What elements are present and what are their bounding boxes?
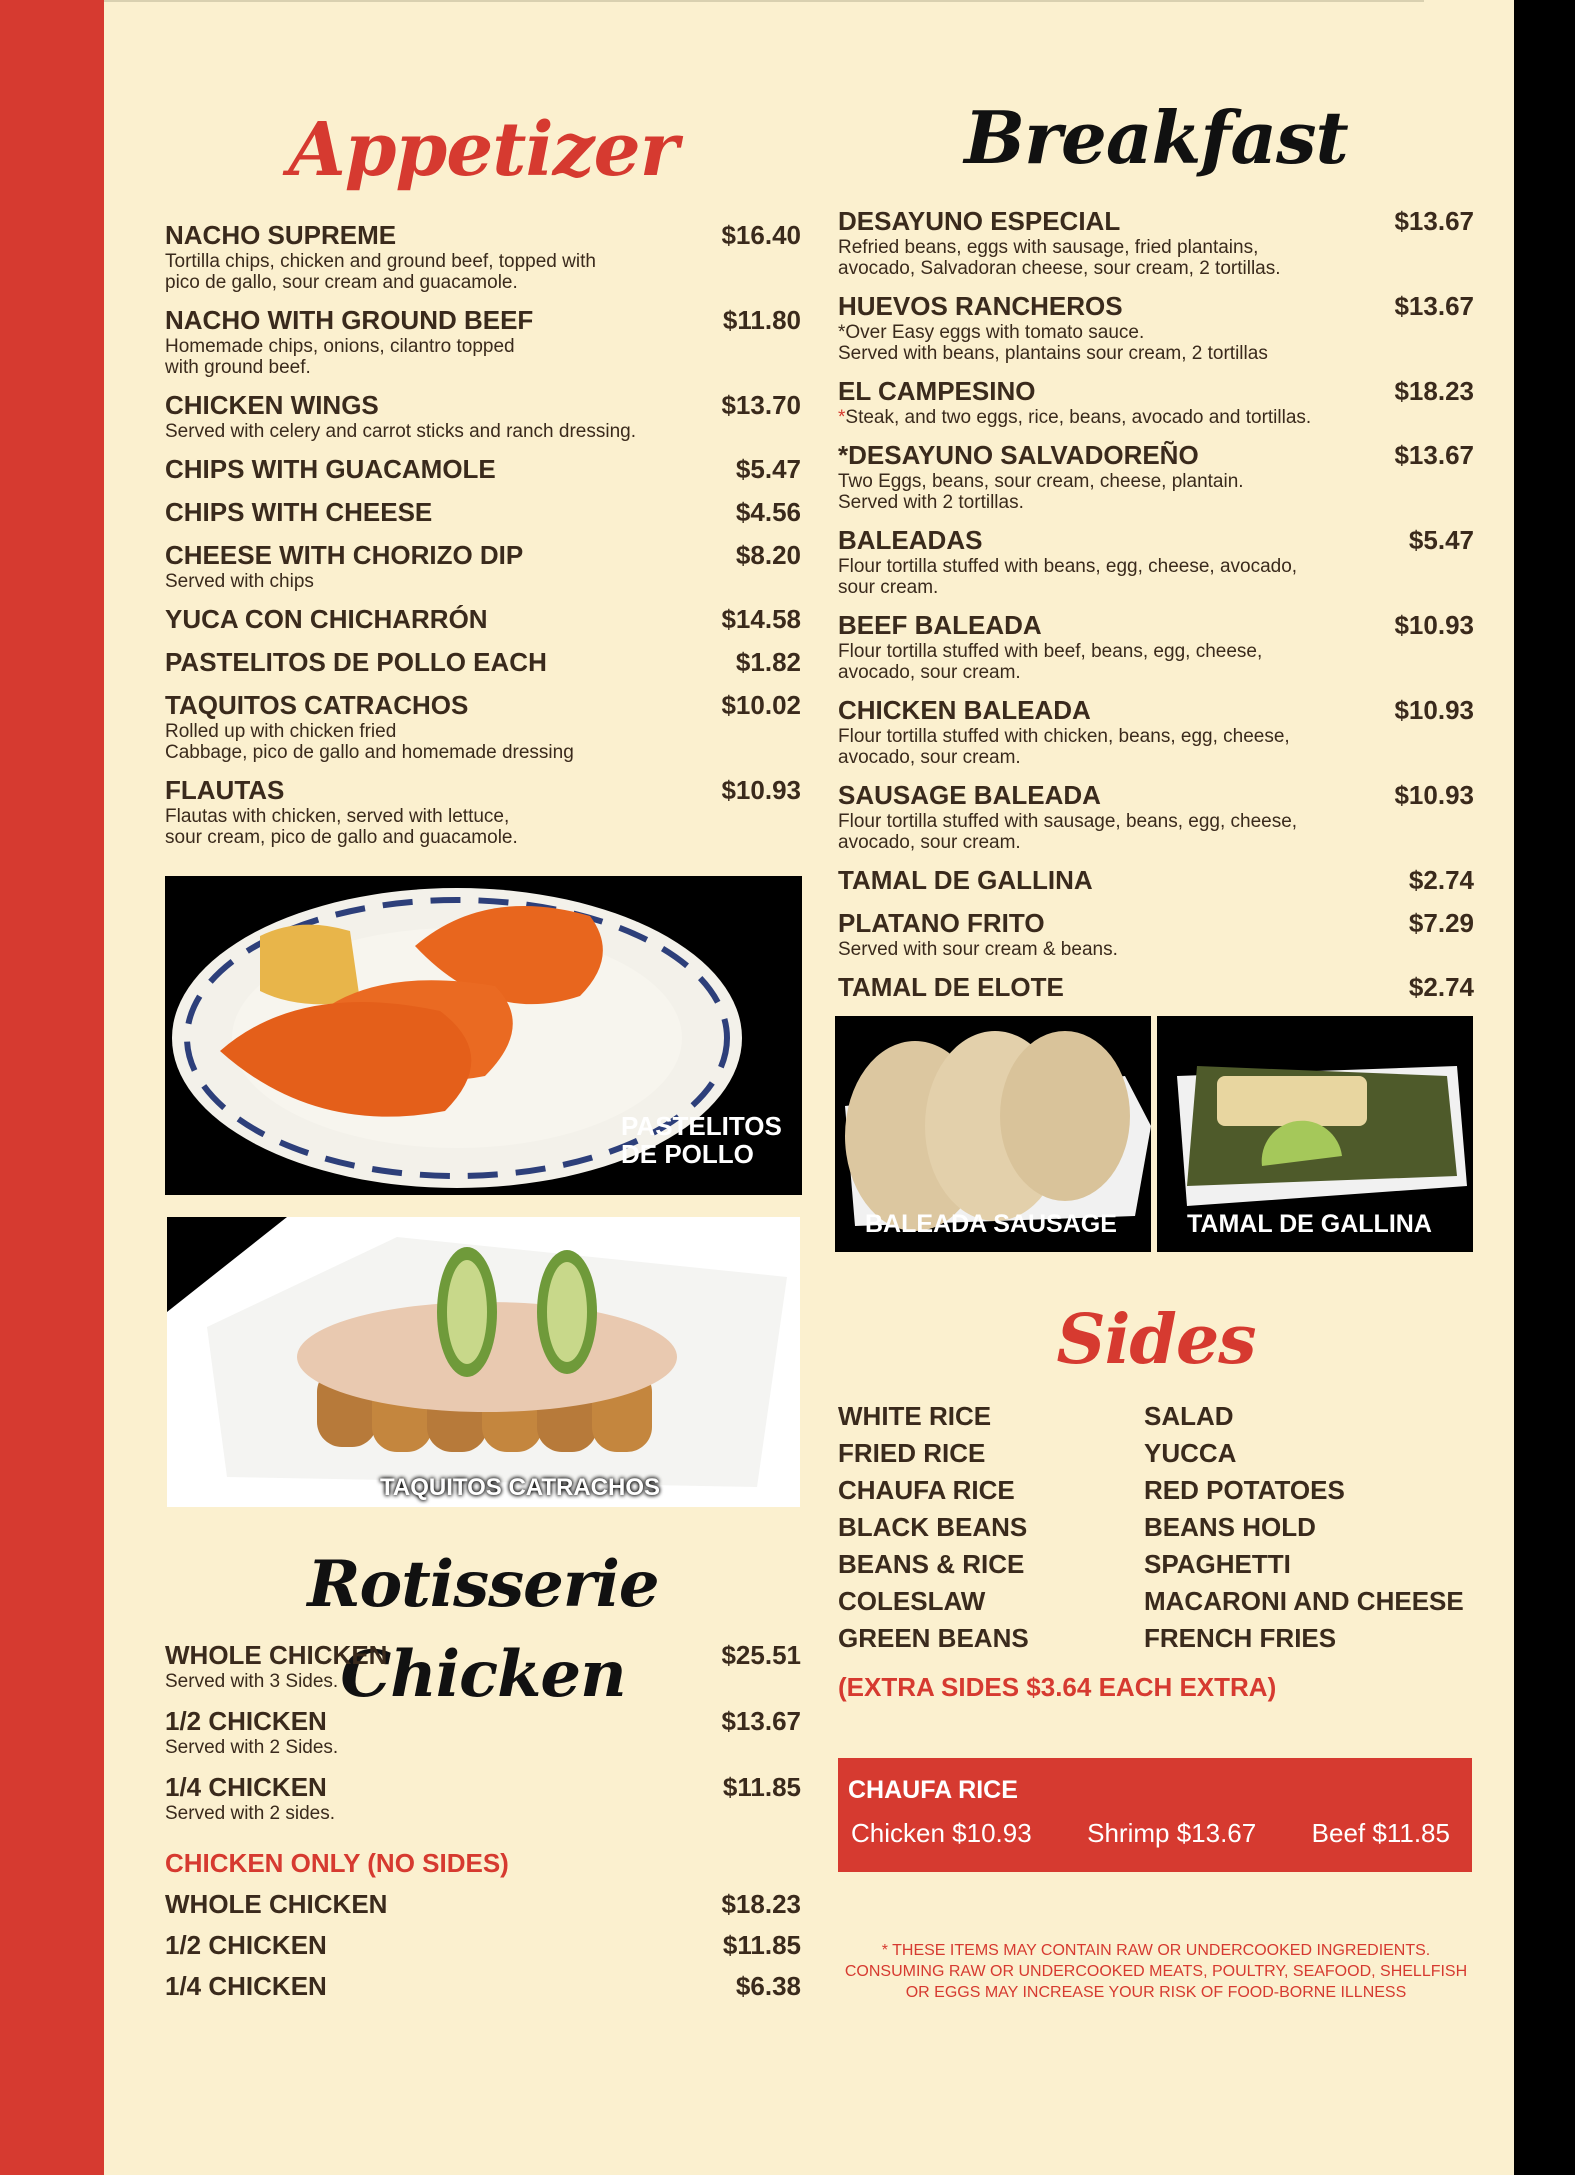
menu-item-description xyxy=(165,806,801,848)
menu-item xyxy=(838,291,1474,364)
menu-item-description-text: Flour tortilla stuffed with chicken, beans, egg, cheese, avocado, sour cream. xyxy=(838,726,1290,768)
menu-item-name: FLAUTAS xyxy=(165,775,285,805)
rotisserie-section xyxy=(165,1540,801,2012)
menu-item-name: BEEF BALEADA xyxy=(838,610,1042,640)
menu-item-description-text: Refried beans, eggs with sausage, fried plantains, avocado, Salvadoran cheese, sour cream, 2 tortillas. xyxy=(838,237,1281,279)
menu-item-description xyxy=(838,556,1474,598)
menu-item-price: $13.70 xyxy=(721,390,801,420)
sides-title: Sides xyxy=(1056,1300,1256,1380)
menu-item-row xyxy=(838,376,1474,407)
menu-item-name: *DESAYUNO SALVADOREÑO xyxy=(838,440,1199,470)
menu-item-name: HUEVOS RANCHEROS xyxy=(838,291,1123,321)
menu-item-price: $10.93 xyxy=(1394,780,1474,810)
menu-item-description xyxy=(838,407,1474,428)
menu-item-price: $16.40 xyxy=(721,220,801,250)
breakfast-list xyxy=(838,206,1474,1003)
menu-item xyxy=(838,206,1474,279)
menu-item-row xyxy=(165,1640,801,1671)
side-item: RED POTATOES xyxy=(1144,1475,1345,1505)
menu-item xyxy=(165,540,801,592)
menu-item-name: 1/2 CHICKEN xyxy=(165,1706,327,1736)
menu-item-row xyxy=(165,647,801,678)
menu-item xyxy=(838,780,1474,853)
sides-grid xyxy=(838,1401,1474,1654)
pastelitos-photo xyxy=(165,876,802,1195)
side-item: WHITE RICE xyxy=(838,1401,992,1431)
menu-item-name: CHIPS WITH CHEESE xyxy=(165,497,433,527)
menu-item-description-text: Flautas with chicken, served with lettuce, sour cream, pico de gallo and guacamole. xyxy=(165,806,518,848)
side-item: BLACK BEANS xyxy=(838,1512,1028,1542)
menu-item xyxy=(165,1930,801,1961)
menu-item-row xyxy=(165,1706,801,1737)
side-item: SALAD xyxy=(1144,1401,1234,1431)
menu-item-row xyxy=(165,604,801,635)
menu-item-description-text: *Over Easy eggs with tomato sauce. Served with beans, plantains sour cream, 2 tortillas xyxy=(838,322,1268,364)
menu-item-row xyxy=(838,780,1474,811)
menu-item-name: TAMAL DE GALLINA xyxy=(838,865,1093,895)
menu-item xyxy=(165,775,801,848)
menu-item xyxy=(838,972,1474,1003)
extra-sides-note: (EXTRA SIDES $3.64 EACH EXTRA) xyxy=(838,1672,1277,1702)
menu-item-price: $13.67 xyxy=(721,1706,801,1736)
menu-item-price: $18.23 xyxy=(1394,376,1474,406)
taquitos-illustration xyxy=(167,1217,800,1507)
side-item: BEANS HOLD xyxy=(1144,1512,1316,1542)
menu-item-description-text: Flour tortilla stuffed with beef, beans, egg, cheese, avocado, sour cream. xyxy=(838,641,1263,683)
menu-item xyxy=(838,908,1474,960)
menu-item xyxy=(165,604,801,635)
sides-section xyxy=(838,1285,1474,1703)
taquitos-label: TAQUITOS CATRACHOS xyxy=(380,1474,660,1501)
chicken-only-list xyxy=(165,1889,801,2002)
menu-item-row xyxy=(838,972,1474,1003)
menu-item-price: $10.93 xyxy=(721,775,801,805)
menu-item-price: $8.20 xyxy=(735,540,801,570)
baleada-photo xyxy=(835,1016,1151,1252)
menu-item-description xyxy=(165,251,801,293)
menu-item xyxy=(165,497,801,528)
menu-item xyxy=(165,1889,801,1920)
menu-item-name: CHICKEN BALEADA xyxy=(838,695,1091,725)
menu-item-name: TAQUITOS CATRACHOS xyxy=(165,690,469,720)
menu-item-price: $5.47 xyxy=(735,454,801,484)
chaufa-chicken: Chicken $10.93 xyxy=(851,1818,1032,1848)
menu-item xyxy=(165,1772,801,1824)
side-item: MACARONI AND CHEESE xyxy=(1144,1586,1464,1616)
menu-item-name: PLATANO FRITO xyxy=(838,908,1045,938)
menu-item-price: $7.29 xyxy=(1408,908,1474,938)
menu-item xyxy=(165,454,801,485)
menu-item-price: $5.47 xyxy=(1408,525,1474,555)
menu-item-name: TAMAL DE ELOTE xyxy=(838,972,1064,1002)
menu-item-description-text: Rolled up with chicken fried Cabbage, pico de gallo and homemade dressing xyxy=(165,721,574,763)
menu-item-row xyxy=(165,497,801,528)
menu-item-description xyxy=(165,1803,801,1824)
side-item: CHAUFA RICE xyxy=(838,1475,1015,1505)
menu-item-description-text: Served with 2 Sides. xyxy=(165,1737,339,1758)
menu-item-description-text: Two Eggs, beans, sour cream, cheese, plantain. Served with 2 tortillas. xyxy=(838,471,1244,513)
chaufa-title: CHAUFA RICE xyxy=(848,1776,1018,1804)
side-item: SPAGHETTI xyxy=(1144,1549,1291,1579)
menu-item xyxy=(165,390,801,442)
menu-item-price: $10.02 xyxy=(721,690,801,720)
menu-item-description-text: Served with 2 sides. xyxy=(165,1803,336,1824)
menu-item-price: $2.74 xyxy=(1408,972,1474,1002)
taquitos-photo xyxy=(167,1217,800,1507)
menu-item-description xyxy=(838,939,1474,960)
menu-item-price: $10.93 xyxy=(1394,610,1474,640)
menu-item-name: DESAYUNO ESPECIAL xyxy=(838,206,1121,236)
menu-item-row xyxy=(165,220,801,251)
menu-item-row xyxy=(838,525,1474,556)
chaufa-rice-box xyxy=(838,1758,1472,1872)
chicken-only-heading: CHICKEN ONLY (NO SIDES) xyxy=(165,1848,509,1878)
menu-item-name: CHEESE WITH CHORIZO DIP xyxy=(165,540,524,570)
menu-item-row xyxy=(165,1930,801,1961)
menu-item-description xyxy=(165,336,801,378)
appetizer-list xyxy=(165,220,801,848)
menu-item-name: EL CAMPESINO xyxy=(838,376,1036,406)
appetizer-title: Appetizer xyxy=(288,107,678,193)
side-item: FRENCH FRIES xyxy=(1144,1623,1337,1653)
side-item: BEANS & RICE xyxy=(838,1549,1025,1579)
menu-item-row xyxy=(165,775,801,806)
menu-item-row xyxy=(838,865,1474,896)
menu-item-description-text: Flour tortilla stuffed with beans, egg, cheese, avocado, sour cream. xyxy=(838,556,1298,598)
menu-item-row xyxy=(838,610,1474,641)
menu-item xyxy=(165,647,801,678)
menu-item xyxy=(165,220,801,293)
menu-item-name: YUCA CON CHICHARRÓN xyxy=(165,604,488,634)
menu-item-row xyxy=(165,1772,801,1803)
menu-item-name: 1/4 CHICKEN xyxy=(165,1772,327,1802)
top-border xyxy=(104,0,1424,2)
menu-item-description-text: Served with 3 Sides. xyxy=(165,1671,339,1692)
menu-item-name: NACHO SUPREME xyxy=(165,220,397,250)
menu-item-description-text: Served with chips xyxy=(165,571,314,592)
menu-item-row xyxy=(838,291,1474,322)
rotisserie-title: Rotisserie Chicken xyxy=(307,1547,659,1712)
menu-item-description-text: Tortilla chips, chicken and ground beef, topped with pico de gallo, sour cream and guacamole. xyxy=(165,251,596,293)
menu-item-row xyxy=(165,305,801,336)
menu-item xyxy=(838,695,1474,768)
menu-item-row xyxy=(165,454,801,485)
menu-item xyxy=(165,1971,801,2002)
menu-item xyxy=(838,376,1474,428)
menu-item-price: $4.56 xyxy=(735,497,801,527)
menu-item-description xyxy=(838,237,1474,279)
menu-item-row xyxy=(838,440,1474,471)
menu-item-description-text: Served with celery and carrot sticks and ranch dressing. xyxy=(165,421,636,442)
menu-item-name: WHOLE CHICKEN xyxy=(165,1889,388,1919)
menu-item xyxy=(838,865,1474,896)
menu-item-description xyxy=(838,726,1474,768)
menu-item xyxy=(165,305,801,378)
menu-item xyxy=(165,1706,801,1758)
right-black-stripe xyxy=(1514,0,1575,2175)
menu-item xyxy=(838,525,1474,598)
menu-item-description-text: Homemade chips, onions, cilantro topped with ground beef. xyxy=(165,336,515,378)
menu-item-description xyxy=(165,721,801,763)
menu-item-price: $6.38 xyxy=(735,1971,801,2001)
menu-item-price: $13.67 xyxy=(1394,206,1474,236)
menu-item-row xyxy=(165,390,801,421)
menu-item-price: $14.58 xyxy=(721,604,801,634)
menu-item-description xyxy=(165,421,801,442)
disclaimer-note: * THESE ITEMS MAY CONTAIN RAW OR UNDERCOOKED INGREDIENTS. CONSUMING RAW OR UNDERCOOKED MEATS, POULTRY, SEAFOOD, SHELLFISH OR EGGS MAY INCREASE YOUR RISK OF FOOD-BORNE ILLNESS xyxy=(844,1942,1468,2001)
menu-item-price: $10.93 xyxy=(1394,695,1474,725)
menu-item-name: SAUSAGE BALEADA xyxy=(838,780,1101,810)
menu-item-row xyxy=(165,1889,801,1920)
chaufa-beef: Beef $11.85 xyxy=(1311,1818,1450,1848)
menu-item-price: $18.23 xyxy=(721,1889,801,1919)
menu-item-price: $25.51 xyxy=(721,1640,801,1670)
side-item: COLESLAW xyxy=(838,1586,986,1616)
menu-item-price: $11.85 xyxy=(722,1930,801,1960)
menu-item-description xyxy=(165,571,801,592)
menu-item-description-text: Steak, and two eggs, rice, beans, avocado and tortillas. xyxy=(845,407,1312,428)
side-item: YUCCA xyxy=(1144,1438,1237,1468)
menu-item-price: $13.67 xyxy=(1394,440,1474,470)
left-red-stripe xyxy=(0,0,104,2175)
chaufa-shrimp: Shrimp $13.67 xyxy=(1087,1818,1257,1848)
appetizer-section xyxy=(165,100,801,860)
menu-item-name: PASTELITOS DE POLLO EACH xyxy=(165,647,547,677)
breakfast-section xyxy=(838,88,1474,1015)
menu-item xyxy=(838,610,1474,683)
menu-item-description xyxy=(838,322,1474,364)
side-item: FRIED RICE xyxy=(838,1438,986,1468)
pastelitos-label: PASTELITOS DE POLLO xyxy=(621,1111,782,1169)
menu-item-price: $11.80 xyxy=(722,305,801,335)
tamal-label: TAMAL DE GALLINA xyxy=(1187,1210,1432,1238)
breakfast-title: Breakfast xyxy=(964,95,1348,180)
menu-item xyxy=(165,1640,801,1692)
menu-item-name: WHOLE CHICKEN xyxy=(165,1640,388,1670)
menu-item-name: CHICKEN WINGS xyxy=(165,390,379,420)
menu-item-description xyxy=(838,811,1474,853)
menu-item-description-text: Flour tortilla stuffed with sausage, beans, egg, cheese, avocado, sour cream. xyxy=(838,811,1298,853)
menu-item-row xyxy=(165,540,801,571)
menu-item-name: NACHO WITH GROUND BEEF xyxy=(165,305,534,335)
baleada-label: BALEADA SAUSAGE xyxy=(865,1210,1117,1238)
menu-item-description xyxy=(838,471,1474,513)
menu-item-row xyxy=(838,908,1474,939)
chaufa-prices xyxy=(851,1818,1450,1849)
menu-item-description xyxy=(165,1671,801,1692)
menu-item-row xyxy=(838,695,1474,726)
menu-item-description xyxy=(838,641,1474,683)
menu-item-description xyxy=(165,1737,801,1758)
menu-item-row xyxy=(838,206,1474,237)
menu-item-name: 1/2 CHICKEN xyxy=(165,1930,327,1960)
menu-item-description-text: Served with sour cream & beans. xyxy=(838,939,1118,960)
menu-item-name: CHIPS WITH GUACAMOLE xyxy=(165,454,496,484)
menu-item-price: $11.85 xyxy=(722,1772,801,1802)
menu-item-price: $13.67 xyxy=(1394,291,1474,321)
menu-item-row xyxy=(165,1971,801,2002)
menu-item-price: $2.74 xyxy=(1408,865,1474,895)
menu-item-row xyxy=(165,690,801,721)
menu-item-price: $1.82 xyxy=(735,647,801,677)
menu-item-name: BALEADAS xyxy=(838,525,983,555)
rotisserie-list xyxy=(165,1640,801,1824)
menu-item-asterisk: * xyxy=(838,407,846,428)
menu-item-name: 1/4 CHICKEN xyxy=(165,1971,327,2001)
tamal-photo xyxy=(1157,1016,1473,1252)
menu-item xyxy=(165,690,801,763)
menu-item xyxy=(838,440,1474,513)
side-item: GREEN BEANS xyxy=(838,1623,1029,1653)
